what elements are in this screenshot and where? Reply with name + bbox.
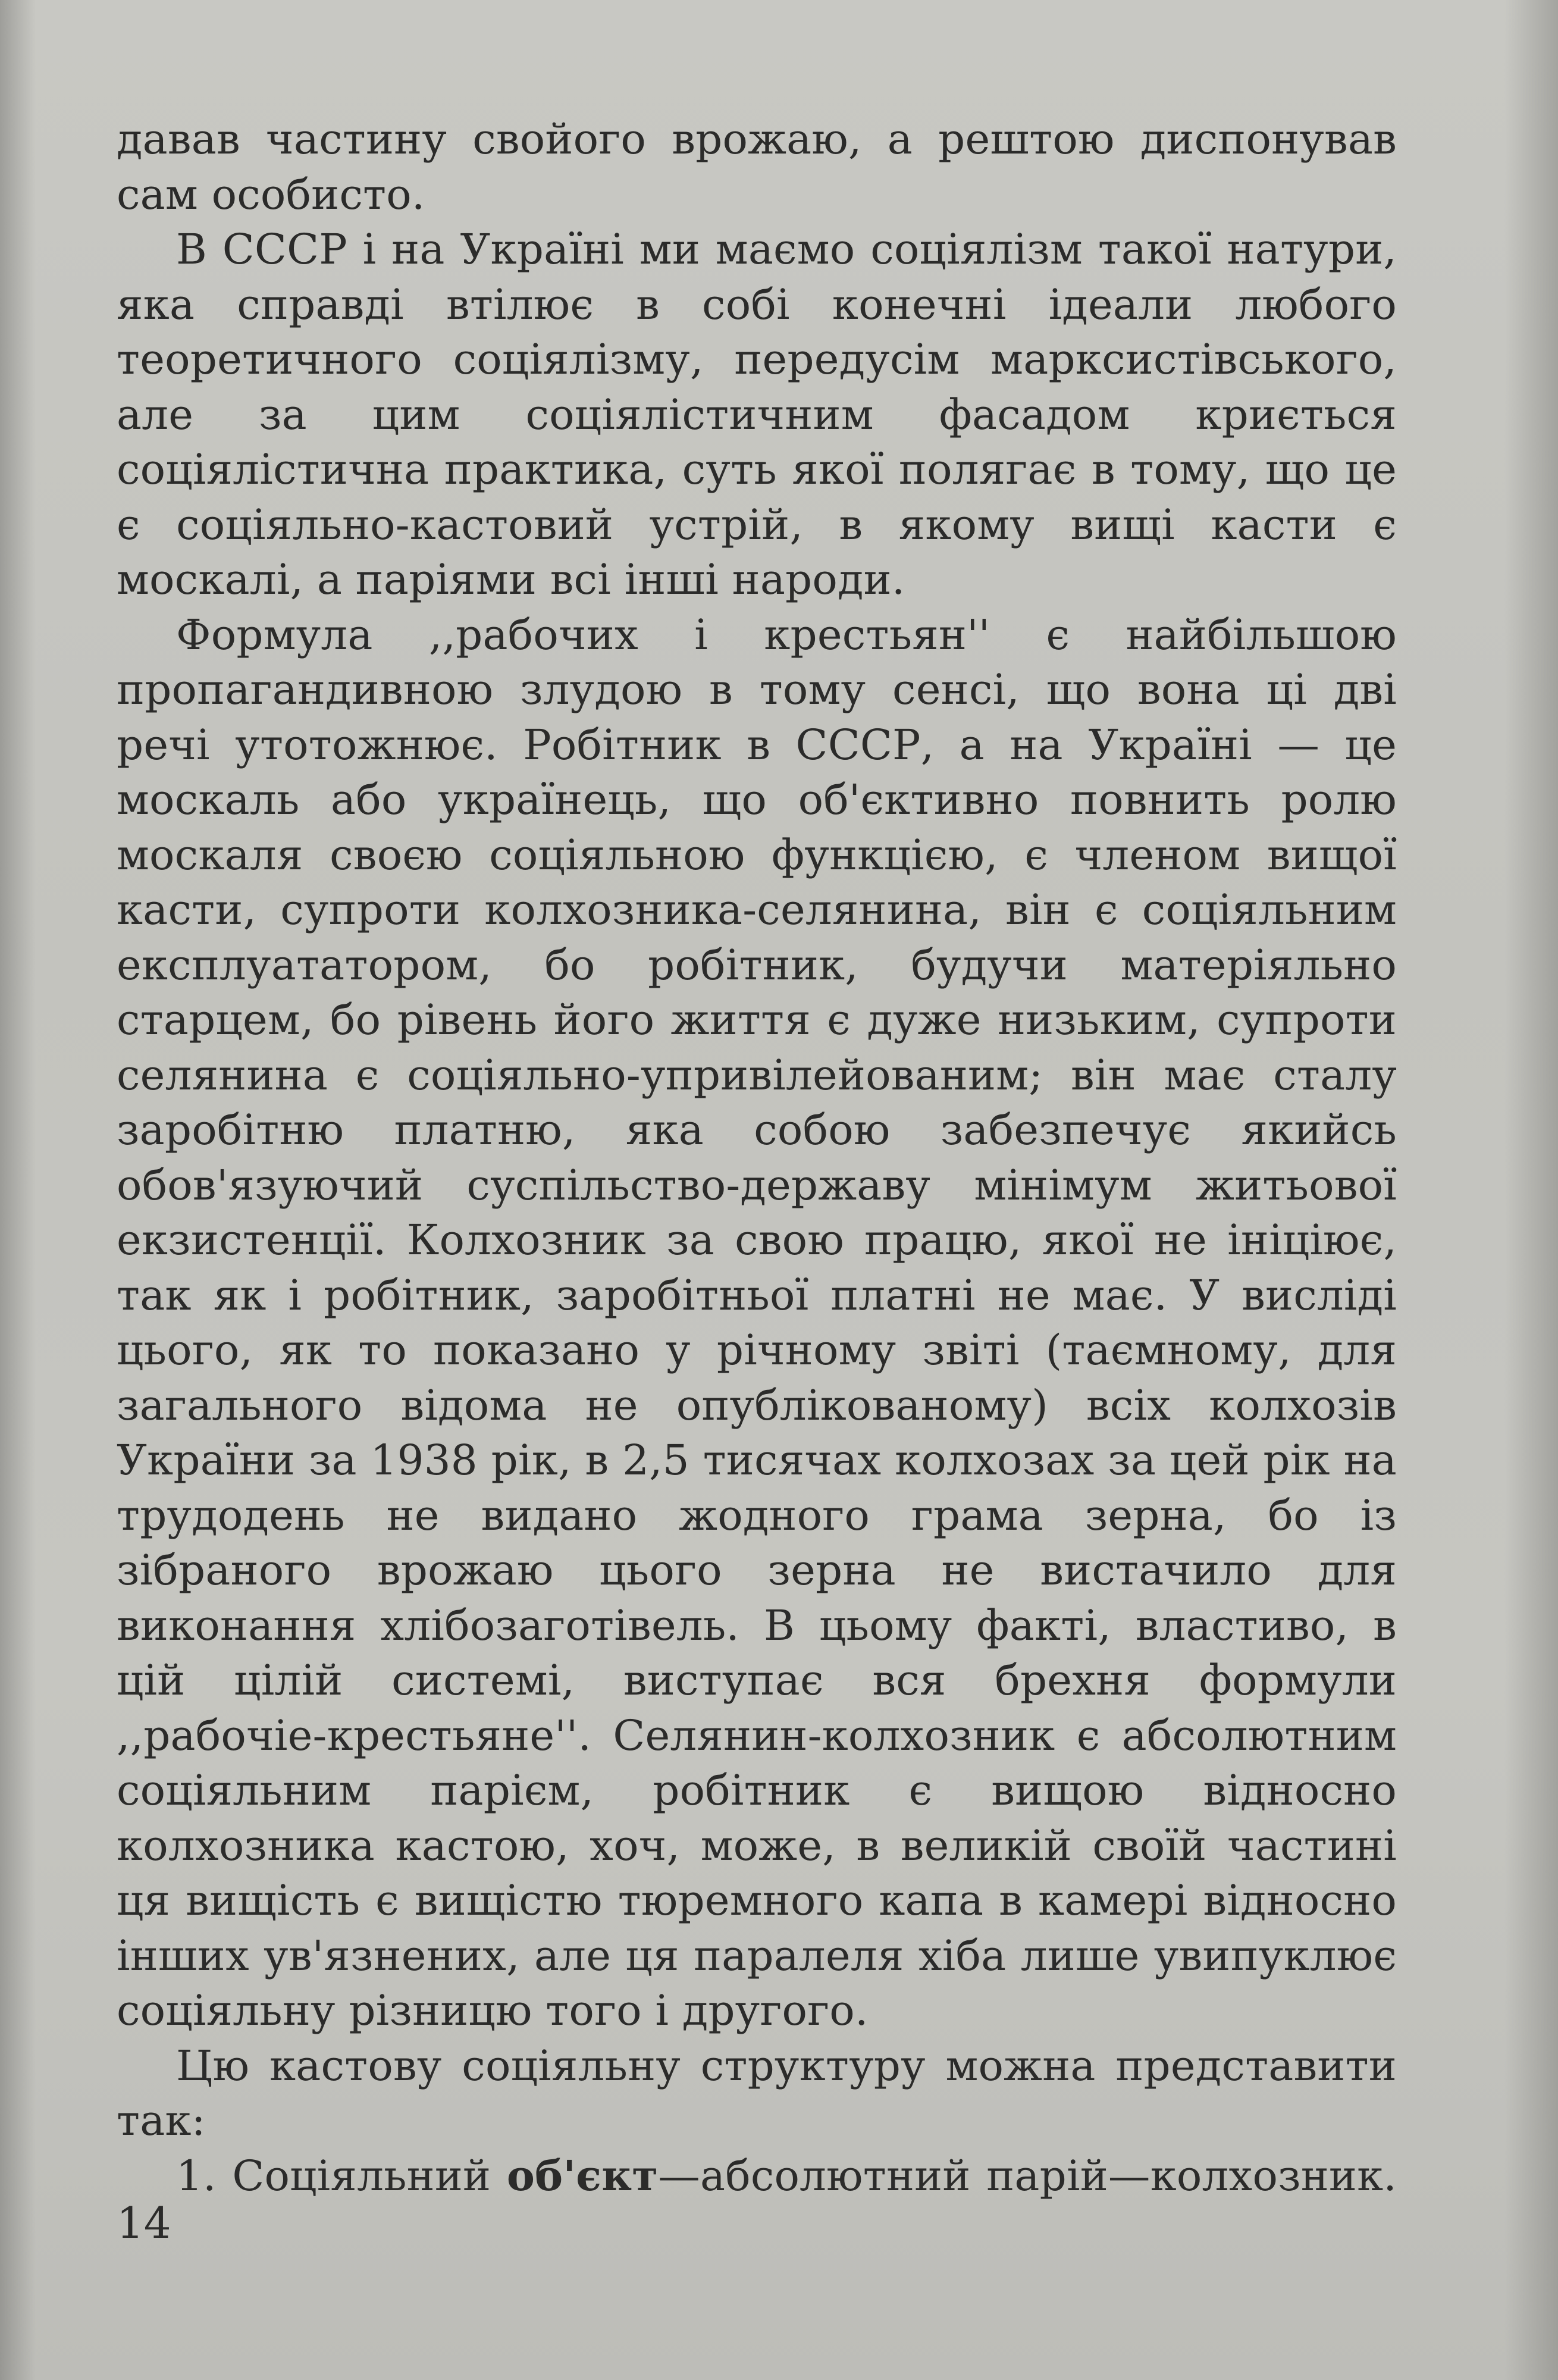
paragraph-3: Формула ,,рабочих і крестьян'' є найбільшою пропагандивною злудою в тому сенсі, що вона ці дві речі утотожнює. Робітник в СССР, а на Україні — це москаль або українець, що об'єктивно повнить ролю москаля своєю соціяльною функцією, є членом вищої касти, супроти колхозника-селянина, він є соціяльним експлуататором, бо робітник, будучи матеріяльно старцем, бо рівень його життя є дуже низьким, супроти селянина є соціяльно-упривілейованим; він має сталу заробітню платню, яка собою забезпечує якийсь обов'язуючий суспільство-державу мінімум житьової екзистенції. Колхозник за свою працю, якої не ініціює, так як і робітник, заробітньої платні не має. У висліді цього, як то показано у річному звіті (таємному, для загального відома не опублікованому) всіх колхозів України за 1938 рік, в 2,5 тисячах колхозах за цей рік на трудодень не видано жодного грама зерна, бо із зібраного врожаю цього зерна не вистачило для виконання хлібозаготівель. В цьому факті, властиво, в цій цілій системі, виступає вся брехня формули ,,рабочіе-крестьяне''. Селянин-колхозник є абсолютним соціяльним парієм, робітник є вищою відносно колхозника кастою, хоч, може, в великій своїй частині ця вищість є вищістю тюремного капа в камері відносно інших ув'язнених, але ця паралеля хіба лише увипуклює соціяльну різницю того і другого. [117, 610, 1397, 2035]
paragraph-1: давав частину свойого врожаю, а рештою диспонував сам особисто. [117, 115, 1397, 219]
list-item-1 [117, 2149, 1397, 2204]
list-item-suffix: —абсолютний парій—колхозник. [658, 2151, 1397, 2200]
paragraph-4: Цю кастову соціяльну структуру можна представити так: [117, 2041, 1397, 2145]
page-number: 14 [117, 2198, 171, 2248]
body-text [117, 112, 1397, 2203]
list-item-prefix: 1. Соціяльний [176, 2151, 507, 2200]
list-item-bold-term: об'єкт [506, 2150, 659, 2200]
paragraph-2: В СССР і на Україні ми маємо соціялізм такої натури, яка справді втілює в собі конечні ідеали любого теоретичного соціялізму, передусім марксистівського, але за цим соціялістичним фасадом криється соціялістична практика, суть якої полягає в тому, що це є соціяльно-кастовий устрій, в якому вищі касти є москалі, а паріями всі інші народи. [117, 225, 1397, 604]
